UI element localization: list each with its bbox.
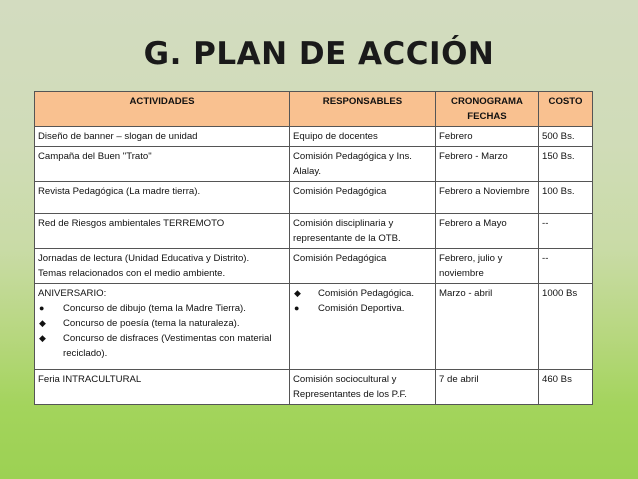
table-row xyxy=(35,370,593,405)
cell-costo: 460 Bs xyxy=(539,370,593,405)
cell-responsables: Comisión disciplinaria y representante de la OTB. xyxy=(290,214,436,249)
header-cronograma-line2: FECHAS xyxy=(467,111,507,122)
list-item-text: Comisión Deportiva. xyxy=(318,303,405,314)
aniversario-list xyxy=(38,301,286,361)
cell-responsables: Comisión Pedagógica xyxy=(290,249,436,284)
list-item xyxy=(293,301,432,316)
table-header-row xyxy=(35,92,593,127)
diamond-bullet-icon: ◆ xyxy=(294,288,301,298)
cell-fecha: Marzo - abril xyxy=(436,284,539,370)
header-actividades: ACTIVIDADES xyxy=(35,92,290,127)
cell-costo: 150 Bs. xyxy=(539,147,593,182)
list-item-text: Concurso de disfraces (Vestimentas con material reciclado). xyxy=(63,333,272,359)
table-row xyxy=(35,249,593,284)
list-item-text: Concurso de poesía (tema la naturaleza). xyxy=(63,318,240,329)
cell-actividad-line2: Temas relacionados con el medio ambiente. xyxy=(38,268,226,279)
cell-fecha: Febrero, julio y noviembre xyxy=(436,249,539,284)
circle-bullet-icon: ● xyxy=(294,303,300,313)
aniversario-title: ANIVERSARIO: xyxy=(38,288,107,299)
list-item xyxy=(38,331,286,361)
cell-costo: 1000 Bs xyxy=(539,284,593,370)
cell-actividad: Diseño de banner – slogan de unidad xyxy=(35,127,290,147)
cell-actividad: Feria INTRACULTURAL xyxy=(35,370,290,405)
circle-bullet-icon: ● xyxy=(39,303,45,313)
responsables-list xyxy=(293,286,432,316)
cell-fecha: 7 de abril xyxy=(436,370,539,405)
header-cronograma-line1: CRONOGRAMA xyxy=(451,96,523,107)
cell-responsables: Comisión sociocultural y Representantes de los P.F. xyxy=(290,370,436,405)
cell-costo: 500 Bs. xyxy=(539,127,593,147)
table-row xyxy=(35,182,593,214)
diamond-bullet-icon: ◆ xyxy=(39,333,46,343)
slide-title: G. PLAN DE ACCIÓN xyxy=(143,36,495,72)
table-row xyxy=(35,214,593,249)
header-costo: COSTO xyxy=(539,92,593,127)
cell-fecha: Febrero - Marzo xyxy=(436,147,539,182)
list-item xyxy=(38,301,286,316)
cell-costo: -- xyxy=(539,249,593,284)
list-item xyxy=(293,286,432,301)
cell-responsables: Equipo de docentes xyxy=(290,127,436,147)
diamond-bullet-icon: ◆ xyxy=(39,318,46,328)
action-plan-table xyxy=(34,91,593,405)
list-item-text: Comisión Pedagógica. xyxy=(318,288,414,299)
cell-actividad: Red de Riesgos ambientales TERREMOTO xyxy=(35,214,290,249)
cell-fecha: Febrero xyxy=(436,127,539,147)
header-responsables: RESPONSABLES xyxy=(290,92,436,127)
cell-costo: -- xyxy=(539,214,593,249)
cell-responsables xyxy=(290,284,436,370)
cell-responsables: Comisión Pedagógica y Ins. Alalay. xyxy=(290,147,436,182)
cell-costo: 100 Bs. xyxy=(539,182,593,214)
cell-fecha: Febrero a Noviembre xyxy=(436,182,539,214)
header-cronograma xyxy=(436,92,539,127)
cell-responsables: Comisión Pedagógica xyxy=(290,182,436,214)
cell-fecha: Febrero a Mayo xyxy=(436,214,539,249)
list-item xyxy=(38,316,286,331)
cell-actividad-line1: Jornadas de lectura (Unidad Educativa y Distrito). xyxy=(38,253,250,264)
table-row xyxy=(35,147,593,182)
list-item-text: Concurso de dibujo (tema la Madre Tierra). xyxy=(63,303,246,314)
cell-actividad: Campaña del Buen "Trato" xyxy=(35,147,290,182)
cell-actividad xyxy=(35,284,290,370)
cell-actividad xyxy=(35,249,290,284)
cell-actividad: Revista Pedagógica (La madre tierra). xyxy=(35,182,290,214)
table-row xyxy=(35,127,593,147)
table-row xyxy=(35,284,593,370)
